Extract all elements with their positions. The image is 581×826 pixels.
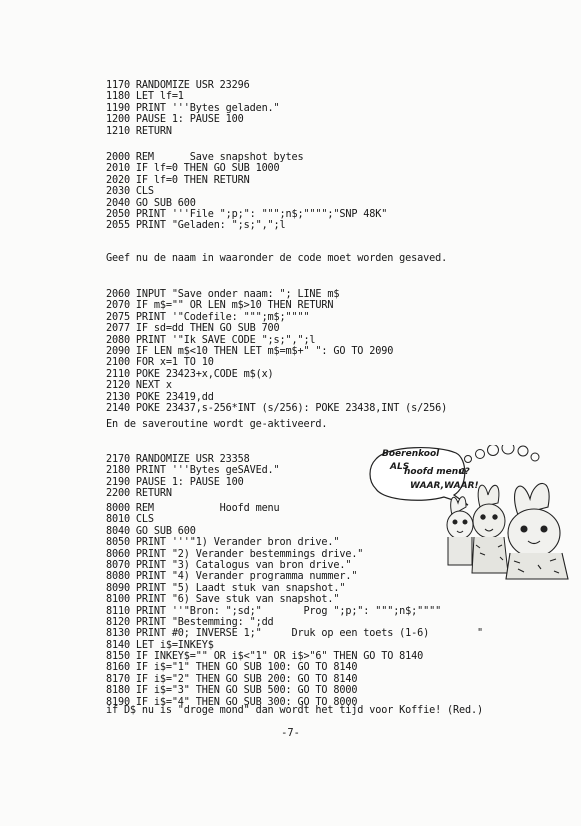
code-line: 8040 GO SUB 600 [106, 525, 196, 537]
code-line: 8140 LET i$=INKEY$ [106, 639, 214, 651]
code-line: 2030 CLS [106, 186, 154, 198]
code-block-save-snapshot [106, 152, 387, 232]
code-line: 8190 IF i$="4" THEN GO SUB 300: GO TO 8000 [106, 696, 358, 708]
code-line: 2055 PRINT "Geladen: ";s;",";l [106, 220, 286, 232]
code-line: 2075 PRINT '"Codefile: """;m$;"""" [106, 311, 310, 323]
paragraph-naam: Geef nu de naam in waaronder de code moet worden gesaved. [106, 253, 448, 264]
code-line: 8180 IF i$="3" THEN GO SUB 500: GO TO 8000 [106, 685, 358, 697]
rabbit-1 [447, 497, 473, 565]
code-line: 1180 LET lf=1 [106, 91, 184, 103]
code-line: 2077 IF sd=dd THEN GO SUB 700 [106, 323, 280, 335]
code-block-save-code [106, 289, 447, 414]
code-line: 2130 POKE 23419,dd [106, 391, 214, 403]
code-line: 2170 RANDOMIZE USR 23358 [106, 454, 250, 465]
code-line: 2000 REM Save snapshot bytes [106, 152, 304, 163]
code-line: 8070 PRINT "3) Catalogus van bron drive." [106, 559, 352, 571]
bubble-line-1: Boerenkool [382, 449, 440, 459]
code-line: 8080 PRINT "4) Verander programma nummer." [106, 571, 358, 583]
bubble-line-2: ALS [390, 462, 410, 472]
code-line: 1210 RETURN [106, 125, 172, 137]
code-line: 1200 PAUSE 1: PAUSE 100 [106, 114, 244, 126]
code-line: 8090 PRINT "5) Laadt stuk van snapshot." [106, 582, 346, 594]
paragraph-saveroutine: En de saveroutine wordt ge-aktiveerd. [106, 419, 328, 430]
code-line: 2010 IF lf=0 THEN GO SUB 1000 [106, 163, 280, 175]
code-line: 8170 IF i$="2" THEN GO SUB 200: GO TO 8140 [106, 673, 358, 685]
code-line: 2020 IF lf=0 THEN RETURN [106, 174, 250, 186]
rabbits-cartoon-illustration [368, 445, 578, 580]
code-line: 2060 INPUT "Save onder naam: "; LINE m$ [106, 289, 340, 300]
code-line: 8120 PRINT "Bestemming: ";dd [106, 616, 274, 628]
code-line: 2040 GO SUB 600 [106, 197, 196, 209]
code-line: 8110 PRINT ''"Bron: ";sd;" Prog ";p;": """;n$;"""" [106, 605, 442, 617]
code-line: 1190 PRINT '''Bytes geladen." [106, 102, 280, 114]
code-line: 8100 PRINT "6) Save stuk van snapshot." [106, 594, 340, 606]
code-line: 8060 PRINT "2) Verander bestemmings drive." [106, 548, 364, 560]
code-line: 8050 PRINT '''"1) Verander bron drive." [106, 537, 340, 549]
code-line: 8010 CLS [106, 514, 154, 526]
code-line: 2050 PRINT '''File ";p;": """;n$;"""";"SNP 48K" [106, 208, 388, 220]
code-line: 1170 RANDOMIZE USR 23296 [106, 80, 250, 91]
code-line: 2100 FOR x=1 TO 10 [106, 357, 214, 369]
code-line: 2080 PRINT '"Ik SAVE CODE ";s;",";l [106, 334, 316, 346]
bubble-line-4: WAAR,WAAR! [410, 481, 479, 491]
code-line: 8000 REM Hoofd menu [106, 503, 280, 514]
page-number: -7- [281, 727, 300, 739]
paragraph-koffie: if D$ nu is "droge mond" dan wordt het tijd voor Koffie! (Red.) [106, 705, 483, 716]
code-line: 8130 PRINT #0; INVERSE 1;" Druk op een toets (1-6) " [106, 628, 483, 640]
code-line: 2110 POKE 23423+x,CODE m$(x) [106, 368, 274, 380]
code-line: 2120 NEXT x [106, 380, 172, 392]
rabbit-3 [506, 483, 568, 579]
code-block-save-bytes [106, 454, 280, 500]
code-line: 2200 RETURN [106, 488, 172, 500]
code-line: 2190 PAUSE 1: PAUSE 100 [106, 476, 244, 488]
code-line: 2070 IF m$="" OR LEN m$>10 THEN RETURN [106, 300, 334, 312]
code-line: 8160 IF i$="1" THEN GO SUB 100: GO TO 8140 [106, 662, 358, 674]
code-line: 2180 PRINT '''Bytes geSAVEd." [106, 465, 280, 477]
bubble-line-3: hoofd menu? [404, 467, 470, 477]
code-line: 8150 IF INKEY$="" OR i$<"1" OR i$>"6" THEN GO TO 8140 [106, 651, 424, 663]
rabbit-2 [472, 485, 508, 573]
code-line: 2140 POKE 23437,s-256*INT (s/256): POKE 23438,INT (s/256) [106, 402, 448, 414]
code-block-load-routine [106, 80, 280, 137]
code-line: 2090 IF LEN m$<10 THEN LET m$=m$+" ": GO TO 2090 [106, 345, 394, 357]
